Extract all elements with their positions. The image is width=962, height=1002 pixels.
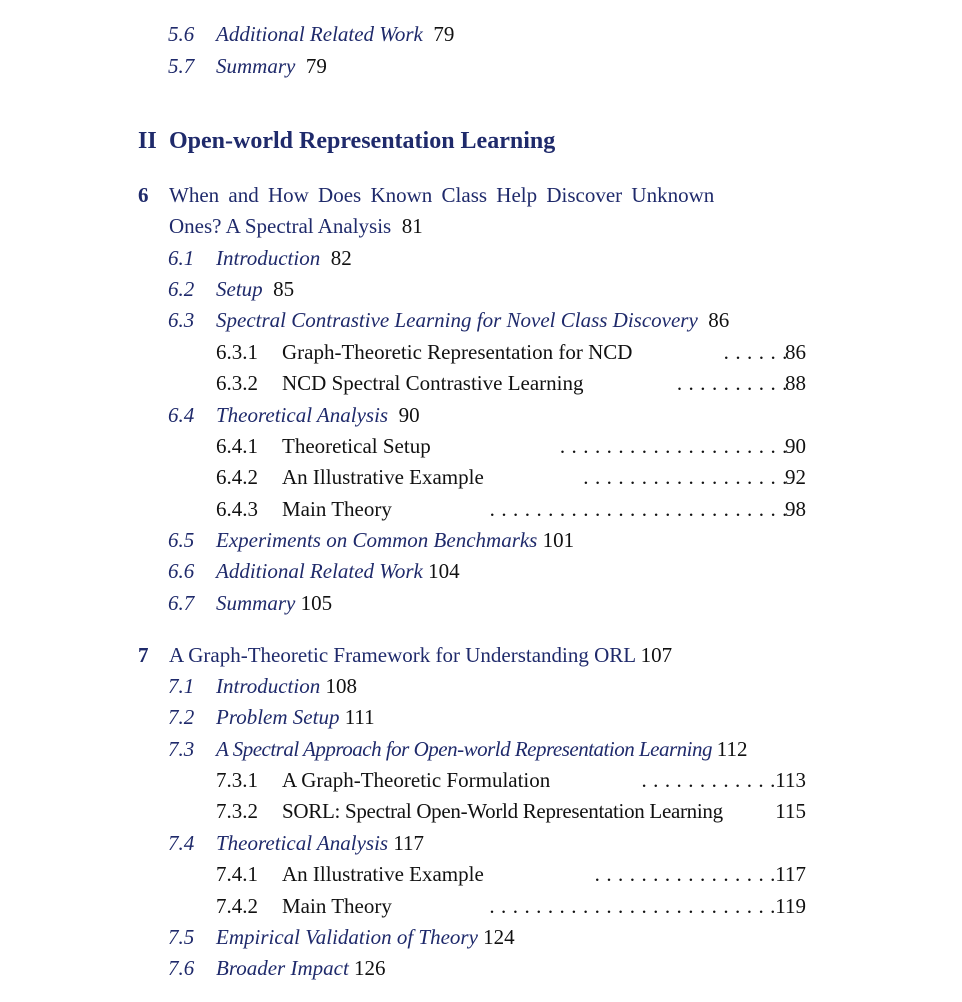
subsection-number: 7.3.2 (216, 799, 258, 823)
section-page: 82 (330, 246, 352, 270)
section-page: 105 (300, 591, 333, 615)
section-title: Experiments on Common Benchmarks 101 (216, 528, 575, 552)
section-page: 79 (305, 54, 327, 78)
subsection-page: 86 (785, 340, 806, 364)
section-number: 7.2 (168, 705, 195, 729)
section-title: Additional Related Work 79 (216, 22, 455, 46)
leader-dots: . . . . . . . . . . . . . . . . . . . . . . . . . (489, 896, 776, 917)
subsection-title: An Illustrative Example (282, 465, 484, 489)
section-page: 90 (398, 403, 420, 427)
subsection-title: NCD Spectral Contrastive Learning (282, 371, 584, 395)
section-page: 124 (483, 925, 515, 949)
section-page: 111 (344, 705, 375, 729)
leader-dots: . . . . . . . . . . . . (641, 770, 776, 791)
section-title: Summary 105 (216, 591, 333, 615)
section-page: 126 (354, 956, 386, 980)
subsection-page: 98 (785, 497, 806, 521)
section-page: 86 (708, 308, 730, 332)
section-title: Additional Related Work 104 (216, 559, 460, 583)
section-number: 6.2 (168, 277, 195, 301)
section-title: Spectral Contrastive Learning for Novel Class Discovery 86 (216, 308, 730, 332)
section-title: Broader Impact 126 (216, 956, 386, 980)
leader-dots: . . . . . . . . . . . . . . . . . . (583, 467, 788, 488)
subsection-number: 6.3.2 (216, 371, 258, 395)
leader-dots: . . . . . . . . . . . . . . . . . . . . (559, 436, 788, 457)
chapter-title-line2: Ones? A Spectral Analysis 81 (169, 214, 423, 238)
section-title: Theoretical Analysis 117 (216, 831, 425, 855)
section-title: Summary 79 (216, 54, 327, 78)
subsection-title: An Illustrative Example (282, 862, 484, 886)
subsection-page: 113 (775, 768, 806, 792)
chapter-number: 6 (138, 183, 149, 207)
subsection-number: 7.3.1 (216, 768, 258, 792)
leader-dots: . . . . . . . . . . . . . . . . . . . . . . . . . . (489, 499, 788, 520)
section-number: 7.5 (168, 925, 195, 949)
subsection-title: Graph-Theoretic Representation for NCD (282, 340, 633, 364)
section-number: 5.7 (168, 54, 195, 78)
section-title: Introduction 108 (216, 674, 357, 698)
subsection-page: 92 (785, 465, 806, 489)
subsection-page: 115 (775, 799, 806, 823)
subsection-title: SORL: Spectral Open-World Representation Learning (282, 799, 723, 823)
subsection-page: 88 (785, 371, 806, 395)
subsection-number: 7.4.2 (216, 894, 258, 918)
section-page: 112 (716, 737, 748, 761)
subsection-title: A Graph-Theoretic Formulation (282, 768, 551, 792)
section-title: Introduction 82 (216, 246, 352, 270)
chapter-title: A Graph-Theoretic Framework for Understanding ORL 107 (169, 643, 673, 667)
subsection-title: Main Theory (282, 497, 392, 521)
section-number: 6.6 (168, 559, 195, 583)
part-number: II (138, 128, 157, 154)
section-page: 108 (325, 674, 357, 698)
leader-dots: . . . . . . . . . . (676, 373, 788, 394)
section-number: 5.6 (168, 22, 195, 46)
leader-dots: . . . . . . (723, 342, 788, 363)
section-number: 7.1 (168, 674, 195, 698)
section-number: 6.4 (168, 403, 195, 427)
section-title: Problem Setup 111 (216, 705, 375, 729)
subsection-page: 119 (775, 894, 806, 918)
subsection-number: 6.4.3 (216, 497, 258, 521)
part-title: Open-world Representation Learning (169, 128, 556, 154)
chapter-page: 107 (640, 643, 673, 667)
section-number: 7.6 (168, 956, 195, 980)
subsection-title: Theoretical Setup (282, 434, 431, 458)
subsection-number: 6.4.2 (216, 465, 258, 489)
section-title: Empirical Validation of Theory 124 (216, 925, 515, 949)
chapter-number: 7 (138, 643, 149, 667)
section-page: 79 (433, 22, 455, 46)
section-page: 85 (273, 277, 295, 301)
subsection-number: 7.4.1 (216, 862, 258, 886)
leader-dots: . . . . . . . . . . . . . . . . (594, 864, 776, 885)
section-number: 7.3 (168, 737, 195, 761)
section-page: 101 (542, 528, 575, 552)
section-number: 6.5 (168, 528, 195, 552)
section-title: A Spectral Approach for Open-world Representation Learning 112 (216, 737, 748, 761)
chapter-page: 81 (401, 214, 423, 238)
chapter-title-line1: When and How Does Known Class Help Discover Unknown (169, 183, 715, 207)
section-title: Theoretical Analysis 90 (216, 403, 420, 427)
section-number: 7.4 (168, 831, 195, 855)
section-number: 6.1 (168, 246, 195, 270)
section-page: 117 (393, 831, 425, 855)
section-page: 104 (428, 559, 460, 583)
subsection-number: 6.4.1 (216, 434, 258, 458)
section-title: Setup 85 (216, 277, 295, 301)
section-number: 6.7 (168, 591, 195, 615)
section-number: 6.3 (168, 308, 195, 332)
subsection-number: 6.3.1 (216, 340, 258, 364)
subsection-page: 117 (775, 862, 806, 886)
subsection-page: 90 (785, 434, 806, 458)
subsection-title: Main Theory (282, 894, 392, 918)
